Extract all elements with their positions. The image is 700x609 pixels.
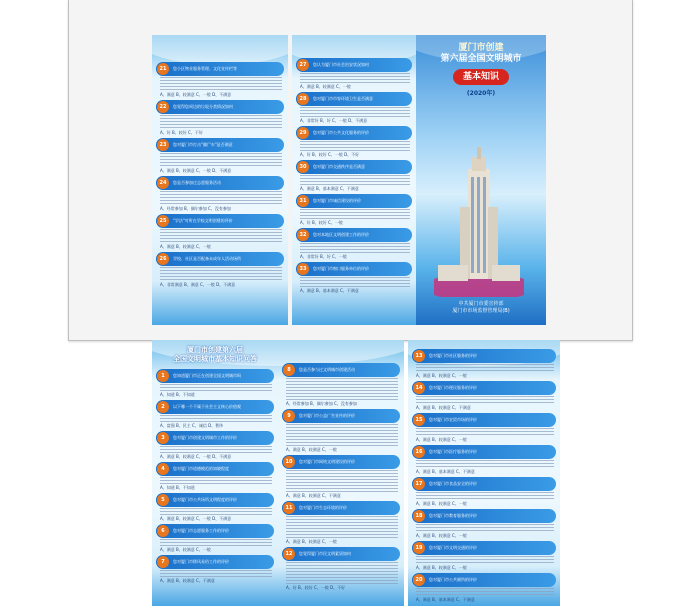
question-text: 学校、社区是否配备未成年人活动场所 xyxy=(173,256,241,261)
answer-options: A、非常好 B、好 C、一般 D、不满意 xyxy=(300,118,368,123)
question-text: 您对厦门市食品安全的评价 xyxy=(429,481,477,486)
question-bar xyxy=(156,176,284,190)
answer-options: A、好 B、较好 C、一般 D、不好 xyxy=(300,152,360,157)
question-list xyxy=(152,35,288,287)
body-text-lines xyxy=(300,141,410,151)
answer-options: A、满意 B、较满意 C、一般 xyxy=(286,539,337,544)
answer-options: A、满意 B、基本满意 C、不满意 xyxy=(300,186,359,191)
question-number-badge: 6 xyxy=(157,525,169,537)
question-bar xyxy=(282,409,400,423)
question-list xyxy=(278,340,404,590)
answer-options: A、满意 B、较满意 C、一般 D、不满意 xyxy=(160,454,232,459)
question-bar xyxy=(412,573,556,587)
question-number-badge: 20 xyxy=(413,574,425,586)
answer-options: A、知道 B、不知道 xyxy=(160,392,195,397)
question-bar xyxy=(296,160,412,174)
body-text-lines xyxy=(416,524,554,532)
question-number-badge: 25 xyxy=(157,215,169,227)
question-text: 您对厦门市教育服务的评价 xyxy=(429,513,477,518)
question-text: 您对本地区文明创建工作的评价 xyxy=(313,232,369,237)
question-number-badge: 8 xyxy=(283,364,295,376)
cover-year: (2020年) xyxy=(466,90,496,97)
question-text: 您对厦门市市容环境卫生是否满意 xyxy=(313,96,373,101)
question-bar xyxy=(412,509,556,523)
question-bar xyxy=(156,252,284,266)
question-number-badge: 9 xyxy=(283,410,295,422)
answer-options: A、满意 B、较满意 C、一般 xyxy=(416,565,467,570)
question-number-badge: 7 xyxy=(157,556,169,568)
body-text-lines xyxy=(416,364,554,372)
body-text-lines xyxy=(300,209,410,219)
answer-options: A、好 B、较好 C、一般 xyxy=(300,220,343,225)
answer-options: A、满意 B、较满意 C、一般 xyxy=(286,447,337,452)
question-text: 您知道厦门市正在创建全国文明城市吗 xyxy=(173,373,241,378)
question-bar xyxy=(156,431,274,445)
answer-options: A、满意 B、较满意 C、一般 xyxy=(416,373,467,378)
question-bar xyxy=(296,92,412,106)
question-text: 您对厦门市公共场所文明程度的评价 xyxy=(173,497,237,502)
tower-building-image xyxy=(434,147,524,297)
question-number-badge: 3 xyxy=(157,432,169,444)
question-text: 您对厦门市医疗服务的评价 xyxy=(429,449,477,454)
question-number-badge: 31 xyxy=(297,195,309,207)
question-bar xyxy=(156,138,284,152)
question-bar xyxy=(412,541,556,555)
question-text: 您对厦门市诚信建设的评价 xyxy=(313,198,361,203)
question-bar xyxy=(412,349,556,363)
body-text-lines xyxy=(286,424,398,446)
answer-options: A、非常满意 B、满意 C、一般 D、不满意 xyxy=(160,282,236,287)
question-list xyxy=(152,364,278,583)
question-bar xyxy=(156,100,284,114)
body-text-lines xyxy=(160,539,272,546)
question-number-badge: 5 xyxy=(157,494,169,506)
question-number-badge: 27 xyxy=(297,59,309,71)
body-text-lines xyxy=(300,175,410,185)
question-number-badge: 32 xyxy=(297,229,309,241)
question-number-badge: 33 xyxy=(297,263,309,275)
body-text-lines xyxy=(286,378,398,400)
body-text-lines xyxy=(300,73,410,83)
question-number-badge: 12 xyxy=(283,548,295,560)
question-text: 您对厦门市农贸市场的评价 xyxy=(429,417,477,422)
question-text: 您对厦门市志愿服务工作的评价 xyxy=(173,528,229,533)
question-text: 您觉得厦门市民文明素质如何 xyxy=(299,551,351,556)
question-number-badge: 14 xyxy=(413,382,425,394)
question-text: 您对厦门市创建文明城市工作的评价 xyxy=(173,435,237,440)
body-text-lines xyxy=(416,556,554,564)
question-list xyxy=(408,340,560,602)
question-bar xyxy=(156,214,284,228)
body-text-lines xyxy=(300,243,410,253)
question-bar xyxy=(156,555,274,569)
question-text: 您对厦门市公益广告宣传的评价 xyxy=(299,413,355,418)
question-text: 以下哪一个不属于社会主义核心价值观 xyxy=(173,404,241,409)
cover-badge: 基本知识 xyxy=(453,69,509,85)
question-list xyxy=(292,35,416,293)
question-number-badge: 28 xyxy=(297,93,309,105)
answer-options: A、满意 B、较满意 C、不满意 xyxy=(286,493,341,498)
question-bar xyxy=(296,262,412,276)
question-text: 您小区物业服务管理、文化宣传栏等 xyxy=(173,66,237,71)
body-text-lines xyxy=(286,516,398,538)
question-text: 您对厦门市文明交通的评价 xyxy=(429,545,477,550)
question-number-badge: 23 xyxy=(157,139,169,151)
question-bar xyxy=(296,228,412,242)
question-text: 您是否参加过志愿服务活动 xyxy=(173,180,221,185)
body-text-lines xyxy=(160,415,272,422)
body-text-lines xyxy=(160,115,282,129)
cover-title-line1: 厦门市创建 xyxy=(458,43,504,53)
body-text-lines xyxy=(160,267,282,281)
question-text: 您对厦门市公共厕所的评价 xyxy=(429,577,477,582)
question-text: 您是否参与过文明城市创建活动 xyxy=(299,367,355,372)
org-line1: 中共厦门市委宣传部 xyxy=(458,301,504,307)
question-number-badge: 1 xyxy=(157,370,169,382)
body-text-lines xyxy=(416,588,554,596)
answer-options: A、满意 B、基本满意 C、不满意 xyxy=(416,597,475,602)
inner-title-line2: 全国文明城市基本知识问答 xyxy=(173,355,257,363)
question-text: 您认为厦门市社会治安状况如何 xyxy=(313,62,369,67)
body-text-lines xyxy=(160,153,282,167)
body-text-lines xyxy=(160,191,282,205)
body-text-lines xyxy=(160,508,272,515)
body-text-lines xyxy=(416,396,554,404)
body-text-lines xyxy=(416,460,554,468)
question-text: 您对厦门市社区服务的评价 xyxy=(429,353,477,358)
cover-title-line2: 第六届全国文明城市 xyxy=(440,54,522,64)
answer-options: A、经常参加 B、偶尔参加 C、没有参加 xyxy=(286,401,357,406)
question-number-badge: 19 xyxy=(413,542,425,554)
question-number-badge: 13 xyxy=(413,350,425,362)
body-text-lines xyxy=(300,107,410,117)
answer-options: A、满意 B、较满意 C、一般 xyxy=(416,437,467,442)
answer-options: A、满意 B、较满意 C、不满意 xyxy=(416,405,471,410)
body-text-lines xyxy=(160,477,272,484)
question-bar xyxy=(156,369,274,383)
question-number-badge: 16 xyxy=(413,446,425,458)
question-bar xyxy=(282,363,400,377)
question-bar xyxy=(412,413,556,427)
question-text: 您觉得您周边的垃圾分类情况如何 xyxy=(173,104,233,109)
question-bar xyxy=(156,400,274,414)
question-text: 您对厦门市打击"僵尸车"是否满意 xyxy=(173,142,233,147)
body-text-lines xyxy=(160,446,272,453)
answer-options: A、满意 B、较满意 C、一般 D、不满意 xyxy=(160,92,232,97)
question-number-badge: 21 xyxy=(157,63,169,75)
question-number-badge: 29 xyxy=(297,127,309,139)
body-text-lines xyxy=(416,492,554,500)
question-bar xyxy=(282,455,400,469)
question-number-badge: 2 xyxy=(157,401,169,413)
question-bar xyxy=(296,194,412,208)
answer-options: A、富强 B、民主 C、诚信 D、奢侈 xyxy=(160,423,224,428)
question-text: 您对厦门市网络文明建设的评价 xyxy=(299,459,355,464)
question-text: 您对厦门市交通秩序是否满意 xyxy=(313,164,365,169)
body-text-lines xyxy=(286,562,398,584)
question-bar xyxy=(412,445,556,459)
body-text-lines xyxy=(300,277,410,287)
answer-options: A、满意 B、基本满意 C、不满意 xyxy=(300,288,359,293)
question-text: 您对厦门市生态环境的评价 xyxy=(299,505,347,510)
question-number-badge: 4 xyxy=(157,463,169,475)
brochure-cover-panel xyxy=(416,35,546,325)
question-bar xyxy=(282,501,400,515)
question-text: 您对厦门市窗口服务单位的评价 xyxy=(313,266,369,271)
question-bar xyxy=(296,58,412,72)
answer-options: A、好 B、较好 C、不好 xyxy=(160,130,203,135)
answer-options: A、满意 B、较满意 C、一般 xyxy=(300,84,351,89)
brochure-panel-top-middle xyxy=(292,35,416,325)
body-text-lines xyxy=(160,384,272,391)
question-text: 您对厦门市移风易俗工作的评价 xyxy=(173,559,229,564)
answer-options: A、满意 B、较满意 C、一般 xyxy=(416,501,467,506)
question-number-badge: 18 xyxy=(413,510,425,522)
answer-options: A、知道 B、不知道 xyxy=(160,485,195,490)
answer-options: A、满意 B、较满意 C、不满意 xyxy=(160,578,215,583)
question-number-badge: 30 xyxy=(297,161,309,173)
answer-options: A、好 B、较好 C、一般 D、不好 xyxy=(286,585,346,590)
answer-options: A、非常好 B、好 C、一般 xyxy=(300,254,347,259)
question-text: 您对厦门市公共文化服务的评价 xyxy=(313,130,369,135)
question-bar xyxy=(412,477,556,491)
answer-options: A、经常参加 B、偶尔参加 C、没有参加 xyxy=(160,206,231,211)
question-number-badge: 26 xyxy=(157,253,169,265)
question-bar xyxy=(156,462,274,476)
body-text-lines xyxy=(160,77,282,91)
question-text: 您对厦门市道德模范的知晓程度 xyxy=(173,466,229,471)
inner-title-line1: 厦门市创建第六届 xyxy=(187,346,243,354)
answer-options: A、满意 B、较满意 C、一般 xyxy=(416,533,467,538)
brochure-panel-top-left xyxy=(152,35,288,325)
body-text-lines xyxy=(160,229,282,243)
answer-options: A、满意 B、较满意 C、一般 D、不满意 xyxy=(160,168,232,173)
question-bar xyxy=(282,547,400,561)
org-line2: 厦门市市场监督管理局(B) xyxy=(452,308,510,314)
question-text: "学法"对所在学校文明创建的评价 xyxy=(173,218,233,223)
question-number-badge: 24 xyxy=(157,177,169,189)
question-number-badge: 17 xyxy=(413,478,425,490)
brochure-panel-bottom-right xyxy=(408,340,560,606)
answer-options: A、满意 B、较满意 C、一般 xyxy=(160,547,211,552)
answer-options: A、满意 B、基本满意 C、不满意 xyxy=(416,469,475,474)
question-bar xyxy=(156,62,284,76)
question-text: 您对厦门市便民服务的评价 xyxy=(429,385,477,390)
question-number-badge: 11 xyxy=(283,502,295,514)
body-text-lines xyxy=(160,570,272,577)
body-text-lines xyxy=(286,470,398,492)
brochure-panel-bottom-left xyxy=(152,340,404,606)
question-bar xyxy=(156,493,274,507)
answer-options: A、满意 B、较满意 C、一般 xyxy=(160,244,211,249)
question-bar xyxy=(412,381,556,395)
question-number-badge: 15 xyxy=(413,414,425,426)
cover-organization xyxy=(422,301,540,315)
question-number-badge: 10 xyxy=(283,456,295,468)
question-number-badge: 22 xyxy=(157,101,169,113)
question-bar xyxy=(156,524,274,538)
question-bar xyxy=(296,126,412,140)
answer-options: A、满意 B、较满意 C、一般 D、不满意 xyxy=(160,516,232,521)
body-text-lines xyxy=(416,428,554,436)
